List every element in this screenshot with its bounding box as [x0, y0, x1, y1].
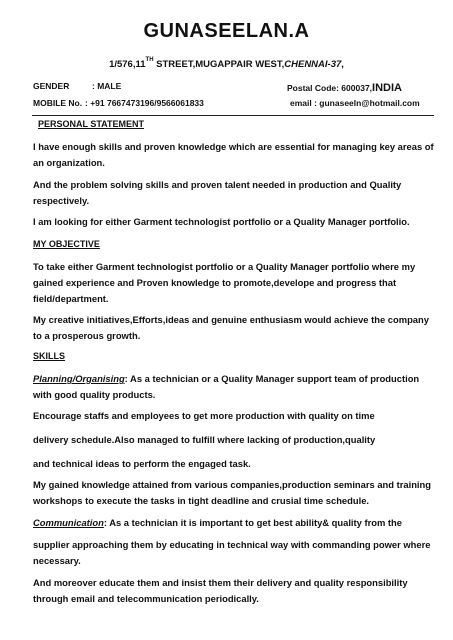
gender-value: : MALE: [92, 81, 122, 91]
candidate-name: GUNASEELAN.A: [143, 20, 310, 42]
skills-knowledge: My gained knowledge attained from various companies,production seminars and training workshops to execute the tasks in tight deadline and crusial time schedule.: [33, 479, 431, 506]
postal-code-label: Postal Code: 600037,: [287, 83, 373, 93]
skills-heading: SKILLS: [33, 351, 66, 361]
header-divider: [32, 115, 434, 116]
personal-statement-p3: I am looking for either Garment technologist portfolio or a Quality Manager portfolio.: [33, 216, 410, 227]
planning-text: : As a technician or a Quality Manager support team of production with good quality products.: [33, 373, 420, 400]
skills-supplier: supplier approaching them by educating in technical way with commanding power where necessary.: [33, 539, 431, 566]
objective-heading: MY OBJECTIVE: [33, 239, 100, 249]
communication-paragraph: [33, 515, 435, 531]
postal-code: [287, 78, 402, 96]
mobile-label: MOBILE No.: [33, 98, 83, 108]
personal-statement-p1: I have enough skills and proven knowledge which are essential for managing key areas of an organization.: [33, 141, 434, 168]
address-end: ,: [341, 59, 344, 70]
skills-delivery: delivery schedule.Also managed to fulfill where lacking of production,quality: [33, 434, 376, 445]
communication-label: Communication: [33, 517, 104, 528]
personal-statement-heading: PERSONAL STATEMENT: [38, 119, 145, 129]
communication-text: : As a technician it is important to get best ability& quality from the: [103, 517, 402, 528]
planning-paragraph: [33, 371, 435, 403]
mobile-value: : +91 7667473196/9566061833: [85, 98, 204, 108]
email: email : gunaseeln@hotmail.com: [290, 98, 420, 108]
planning-label: Planning/Organising: [33, 373, 125, 384]
personal-statement-p2: And the problem solving skills and proven talent needed in production and Quality respectively.: [33, 179, 402, 206]
country: INDIA: [372, 82, 402, 94]
objective-p1: To take either Garment technologist portfolio or a Quality Manager portfolio where my gained experience and Proven knowledge to promote,develope and progress that field/department.: [33, 261, 416, 304]
address-city: CHENNAI-37: [284, 59, 342, 70]
objective-p2: My creative initiatives,Efforts,ideas and genuine enthusiasm would achieve the company to a prosperous growth.: [33, 314, 429, 341]
address-street: STREET,MUGAPPAIR WEST,: [153, 59, 285, 70]
skills-encourage: Encourage staffs and employees to get more production with quality on time: [33, 410, 375, 421]
skills-moreover: And moreover educate them and insist them their delivery and quality responsibility through email and telecommunication periodically.: [33, 577, 408, 604]
address-ordinal: TH: [145, 57, 154, 63]
address-line: [0, 59, 453, 70]
skills-technical: and technical ideas to perform the engaged task.: [33, 458, 251, 469]
gender-label: GENDER: [33, 81, 70, 91]
address-number: 1/576,11: [109, 59, 146, 70]
